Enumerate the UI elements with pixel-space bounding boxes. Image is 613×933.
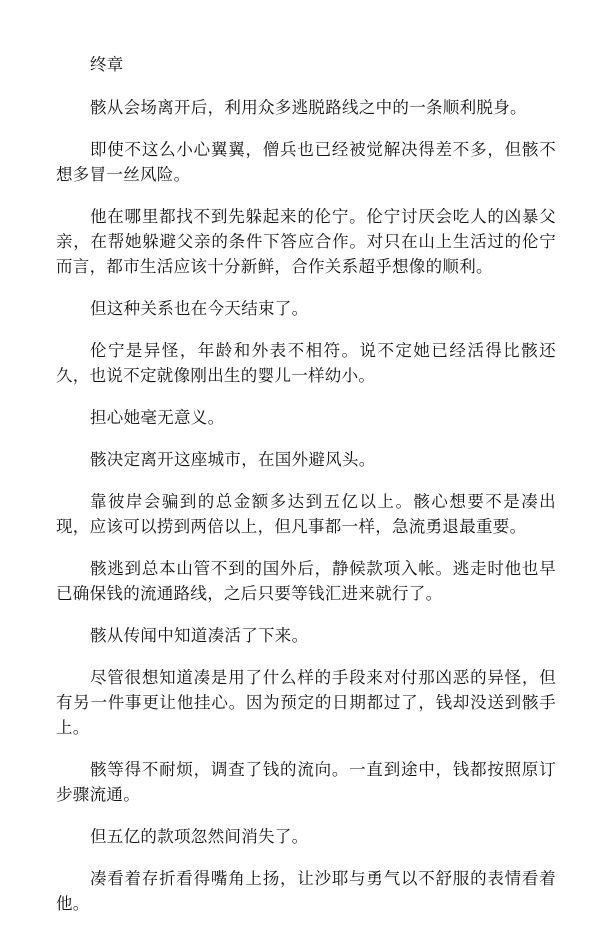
paragraph-9: 骸逃到总本山管不到的国外后，静候款项入帐。逃走时他也早已确保钱的流通路线，之后只要等钱汇进来就行了。 xyxy=(56,559,556,603)
paragraph-14: 凑看着存折看得嘴角上扬，让沙耶与勇气以不舒服的表情看着他。 xyxy=(56,869,556,913)
document-body xyxy=(56,52,556,933)
paragraph-13: 但五亿的款项忽然间消失了。 xyxy=(90,827,309,846)
paragraph-11: 尽管很想知道凑是用了什么样的手段来对付那凶恶的异怪，但有另一件事更让他挂心。因为预定的日期都过了，钱却没送到骸手上。 xyxy=(56,668,556,737)
paragraph-2: 即使不这么小心翼翼，僧兵也已经被觉解决得差不多，但骸不想多冒一丝风险。 xyxy=(56,140,556,184)
paragraph-3: 他在哪里都找不到先躲起来的伦宁。伦宁讨厌会吃人的凶暴父亲，在帮她躲避父亲的条件下答应合作。对只在山上生活过的伦宁而言，都市生活应该十分新鲜，合作关系超乎想像的顺利。 xyxy=(56,207,556,276)
paragraph-10: 骸从传闻中知道凑活了下来。 xyxy=(90,626,309,645)
paragraph-4: 但这种关系也在今天结束了。 xyxy=(90,299,309,318)
paragraph-6: 担心她毫无意义。 xyxy=(90,408,225,427)
paragraph-7: 骸决定离开这座城市，在国外避风头。 xyxy=(90,450,376,469)
paragraph-12: 骸等得不耐烦，调查了钱的流向。一直到途中，钱都按照原订步骤流通。 xyxy=(56,760,556,804)
paragraph-5: 伦宁是异怪，年龄和外表不相符。说不定她已经活得比骸还久，也说不定就像刚出生的婴儿一样幼小。 xyxy=(56,341,556,385)
paragraph-1: 骸从会场离开后，利用众多逃脱路线之中的一条顺利脱身。 xyxy=(90,98,527,117)
paragraph-8: 靠彼岸会骗到的总金额多达到五亿以上。骸心想要不是凑出现，应该可以捞到两倍以上，但凡事都一样，急流勇退最重要。 xyxy=(56,492,556,536)
chapter-title: 终章 xyxy=(90,55,124,74)
